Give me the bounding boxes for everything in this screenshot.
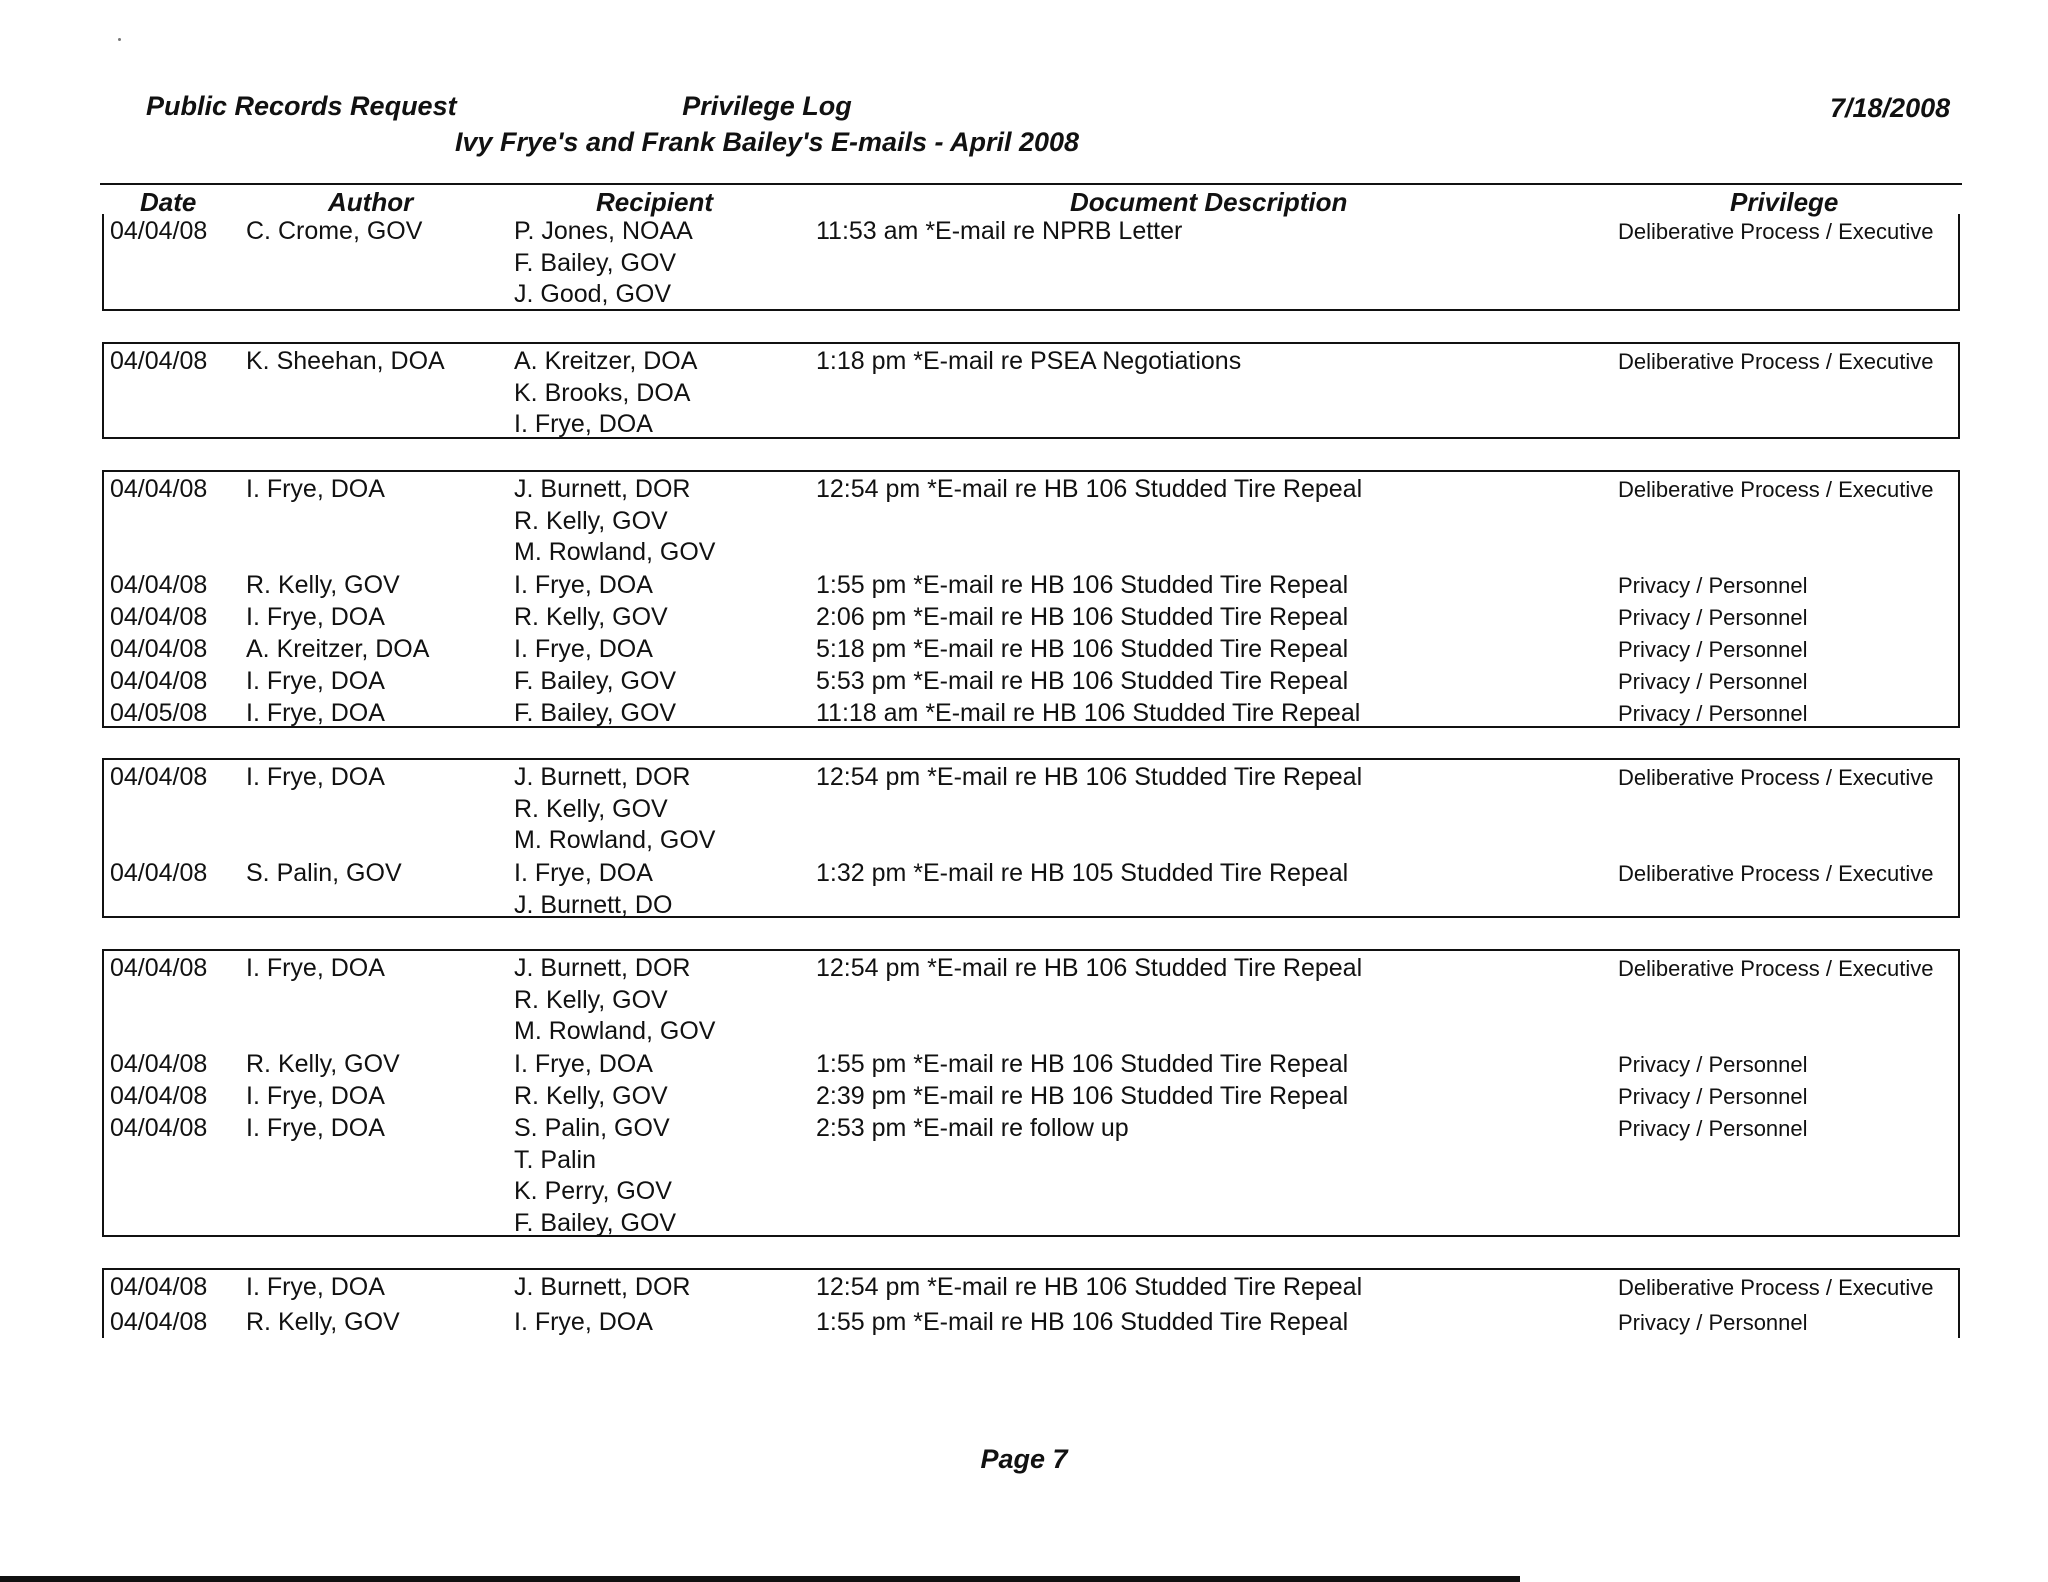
entry-privilege: Privacy / Personnel [1618, 605, 1808, 630]
entry-date: 04/04/08 [110, 859, 208, 887]
entry-date: 04/04/08 [110, 571, 208, 599]
entry-description: 2:39 pm *E-mail re HB 106 Studded Tire Repeal [816, 1082, 1349, 1110]
entry-date: 04/04/08 [110, 763, 208, 791]
entry-recipient: R. Kelly, GOV [514, 603, 668, 631]
page-title [0, 88, 1534, 160]
entry-author: I. Frye, DOA [246, 1082, 385, 1110]
entry-author: S. Palin, GOV [246, 859, 402, 887]
entry-date: 04/04/08 [110, 1114, 208, 1142]
entry-recipient: P. Jones, NOAA [514, 217, 693, 245]
log-group [102, 342, 1960, 439]
entry-privilege: Deliberative Process / Executive [1618, 477, 1934, 502]
entry-recipient: R. Kelly, GOV [514, 506, 668, 535]
entry-recipient: I. Frye, DOA [514, 410, 653, 438]
entry-recipient: T. Palin [514, 1145, 596, 1174]
entry-description: 12:54 pm *E-mail re HB 106 Studded Tire Repeal [816, 1273, 1363, 1301]
entry-date: 04/04/08 [110, 1082, 208, 1110]
entry-author: I. Frye, DOA [246, 1114, 385, 1142]
entry-author: I. Frye, DOA [246, 1273, 385, 1301]
column-header-author: Author [328, 187, 414, 217]
entry-recipient: F. Bailey, GOV [514, 1208, 677, 1237]
entry-recipient: S. Palin, GOV [514, 1114, 670, 1142]
entry-recipient: J. Burnett, DOR [514, 763, 691, 791]
log-group [102, 470, 1960, 728]
entry-recipient: R. Kelly, GOV [514, 985, 668, 1014]
entry-description: 1:55 pm *E-mail re HB 106 Studded Tire Repeal [816, 1308, 1349, 1336]
log-group [102, 758, 1960, 918]
entry-author: I. Frye, DOA [246, 954, 385, 982]
entry-description: 1:55 pm *E-mail re HB 106 Studded Tire Repeal [816, 1050, 1349, 1078]
entry-privilege: Privacy / Personnel [1618, 1116, 1808, 1141]
entry-recipient: I. Frye, DOA [514, 1308, 653, 1336]
entry-description: 11:53 am *E-mail re NPRB Letter [816, 217, 1183, 245]
entry-privilege: Privacy / Personnel [1618, 1084, 1808, 1109]
entry-description: 2:53 pm *E-mail re follow up [816, 1114, 1129, 1142]
log-group [102, 949, 1960, 1237]
log-subtitle: Ivy Frye's and Frank Bailey's E-mails - April 2008 [454, 127, 1080, 157]
entry-privilege: Deliberative Process / Executive [1618, 1275, 1934, 1300]
log-date: 7/18/2008 [1830, 93, 1951, 123]
entry-recipient: J. Burnett, DOR [514, 1273, 691, 1301]
entry-recipient: M. Rowland, GOV [514, 1017, 716, 1045]
entry-description: 12:54 pm *E-mail re HB 106 Studded Tire Repeal [816, 954, 1363, 982]
entry-date: 04/04/08 [110, 603, 208, 631]
entry-author: R. Kelly, GOV [246, 1050, 400, 1078]
entry-privilege: Privacy / Personnel [1618, 669, 1808, 694]
entry-recipient: R. Kelly, GOV [514, 794, 668, 823]
entry-author: I. Frye, DOA [246, 603, 385, 631]
entry-privilege: Deliberative Process / Executive [1618, 219, 1934, 244]
entry-date: 04/04/08 [110, 635, 208, 663]
column-header-recipient: Recipient [596, 187, 714, 217]
entry-description: 12:54 pm *E-mail re HB 106 Studded Tire Repeal [816, 475, 1363, 503]
column-header-privilege: Privilege [1730, 187, 1839, 217]
entry-date: 04/05/08 [110, 699, 208, 727]
entry-author: C. Crome, GOV [246, 217, 423, 245]
entry-privilege: Privacy / Personnel [1618, 1310, 1808, 1335]
entry-author: I. Frye, DOA [246, 667, 385, 695]
entry-recipient: F. Bailey, GOV [514, 667, 677, 695]
entry-date: 04/04/08 [110, 347, 208, 375]
entry-privilege: Deliberative Process / Executive [1618, 956, 1934, 981]
entry-privilege: Deliberative Process / Executive [1618, 861, 1934, 886]
entry-recipient: M. Rowland, GOV [514, 538, 716, 566]
entry-privilege: Privacy / Personnel [1618, 637, 1808, 662]
entry-privilege: Privacy / Personnel [1618, 1052, 1808, 1077]
page-number: Page 7 [980, 1444, 1068, 1474]
entry-date: 04/04/08 [110, 667, 208, 695]
entry-author: K. Sheehan, DOA [246, 347, 445, 375]
entry-date: 04/04/08 [110, 1308, 208, 1336]
entry-recipient: I. Frye, DOA [514, 571, 653, 599]
entry-description: 11:18 am *E-mail re HB 106 Studded Tire Repeal [816, 699, 1361, 727]
entry-recipient: J. Burnett, DOR [514, 954, 691, 982]
column-header-date: Date [140, 187, 197, 217]
entry-recipient: R. Kelly, GOV [514, 1082, 668, 1110]
entry-recipient: J. Burnett, DO [514, 890, 673, 919]
entry-privilege: Privacy / Personnel [1618, 573, 1808, 598]
log-group [102, 1268, 1960, 1338]
entry-recipient: I. Frye, DOA [514, 635, 653, 663]
entry-date: 04/04/08 [110, 1273, 208, 1301]
entry-author: R. Kelly, GOV [246, 1308, 400, 1336]
entry-author: I. Frye, DOA [246, 699, 385, 727]
entry-recipient: J. Burnett, DOR [514, 475, 691, 503]
entry-recipient: F. Bailey, GOV [514, 699, 677, 727]
entry-description: 2:06 pm *E-mail re HB 106 Studded Tire Repeal [816, 603, 1349, 631]
entry-description: 5:18 pm *E-mail re HB 106 Studded Tire Repeal [816, 635, 1349, 663]
entry-recipient: F. Bailey, GOV [514, 248, 677, 277]
entry-description: 1:32 pm *E-mail re HB 105 Studded Tire Repeal [816, 859, 1349, 887]
entry-recipient: J. Good, GOV [514, 280, 672, 308]
scan-edge [0, 1576, 1520, 1582]
entry-author: I. Frye, DOA [246, 475, 385, 503]
entry-description: 12:54 pm *E-mail re HB 106 Studded Tire Repeal [816, 763, 1363, 791]
entry-author: I. Frye, DOA [246, 763, 385, 791]
entry-author: R. Kelly, GOV [246, 571, 400, 599]
entry-date: 04/04/08 [110, 475, 208, 503]
scan-speck [118, 38, 121, 41]
entry-date: 04/04/08 [110, 954, 208, 982]
entry-recipient: A. Kreitzer, DOA [514, 347, 698, 375]
request-label: Public Records Request [146, 91, 457, 121]
entry-description: 1:55 pm *E-mail re HB 106 Studded Tire Repeal [816, 571, 1349, 599]
entry-author: A. Kreitzer, DOA [246, 635, 430, 663]
log-group [102, 214, 1960, 311]
entry-recipient: M. Rowland, GOV [514, 826, 716, 854]
entry-recipient: K. Perry, GOV [514, 1177, 672, 1205]
column-header-description: Document Description [1070, 187, 1348, 217]
log-title: Privilege Log [682, 91, 852, 121]
entry-privilege: Deliberative Process / Executive [1618, 765, 1934, 790]
entry-date: 04/04/08 [110, 1050, 208, 1078]
entry-description: 1:18 pm *E-mail re PSEA Negotiations [816, 347, 1242, 375]
entry-recipient: K. Brooks, DOA [514, 378, 691, 407]
entry-description: 5:53 pm *E-mail re HB 106 Studded Tire Repeal [816, 667, 1349, 695]
entry-recipient: I. Frye, DOA [514, 859, 653, 887]
entry-date: 04/04/08 [110, 217, 208, 245]
entry-privilege: Deliberative Process / Executive [1618, 349, 1934, 374]
entry-privilege: Privacy / Personnel [1618, 701, 1808, 726]
entry-recipient: I. Frye, DOA [514, 1050, 653, 1078]
